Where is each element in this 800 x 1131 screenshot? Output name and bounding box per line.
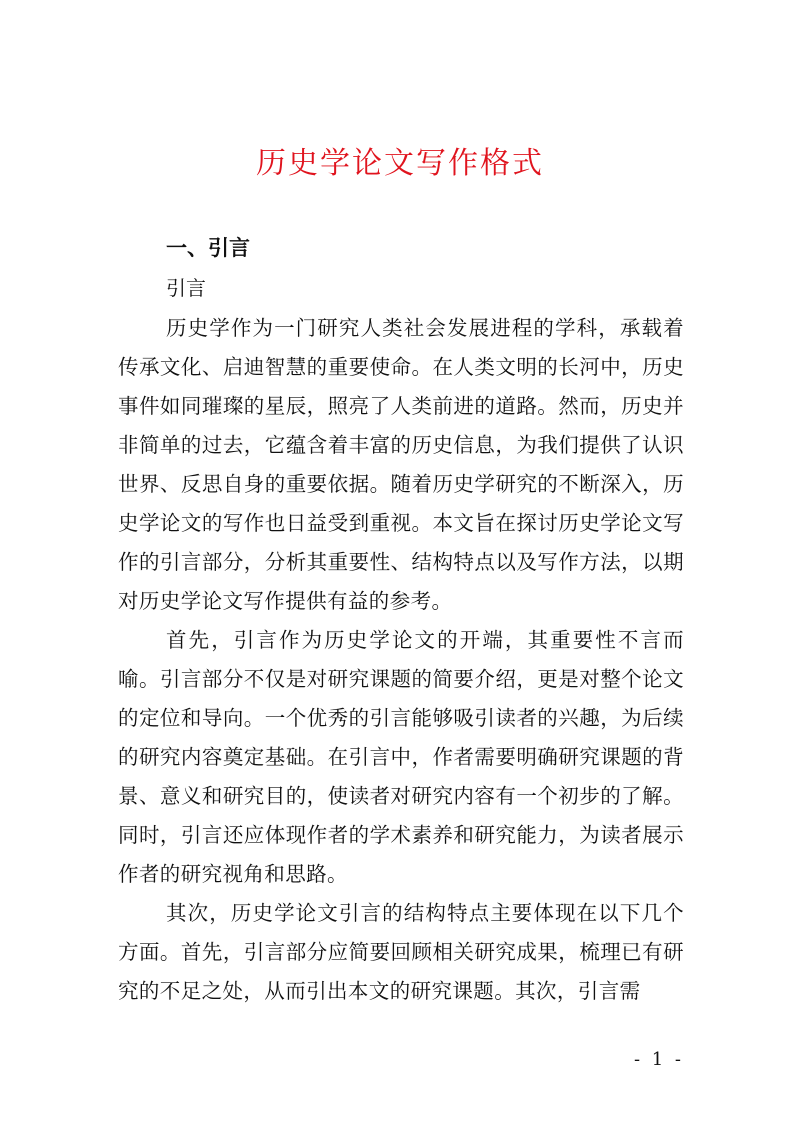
- page-number: - 1 -: [633, 1049, 684, 1070]
- paragraph: 历史学作为一门研究人类社会发展进程的学科，承载着传承文化、启迪智慧的重要使命。在人类文明的长河中，历史事件如同璀璨的星辰，照亮了人类前进的道路。然而，历史并非简单的过去，它蕴含着丰富的历史信息，为我们提供了认识世界、反思自身的重要依据。随着历史学研究的不断深入，历史学论文的写作也日益受到重视。本文旨在探讨历史学论文写作的引言部分，分析其重要性、结构特点以及写作方法，以期对历史学论文写作提供有益的参考。: [118, 316, 684, 613]
- subheading: 引言: [166, 276, 206, 300]
- section-heading: 一、引言: [166, 236, 250, 260]
- document-title: 历史学论文写作格式: [256, 146, 544, 181]
- body-text: [118, 309, 684, 1011]
- paragraph: 其次，历史学论文引言的结构特点主要体现在以下几个方面。首先，引言部分应简要回顾相关研究成果，梳理已有研究的不足之处，从而引出本文的研究课题。其次，引言需: [118, 901, 684, 1003]
- paragraph: 首先，引言作为历史学论文的开端，其重要性不言而喻。引言部分不仅是对研究课题的简要介绍，更是对整个论文的定位和导向。一个优秀的引言能够吸引读者的兴趣，为后续的研究内容奠定基础。在引言中，作者需要明确研究课题的背景、意义和研究目的，使读者对研究内容有一个初步的了解。同时，引言还应体现作者的学术素养和研究能力，为读者展示作者的研究视角和思路。: [118, 628, 684, 886]
